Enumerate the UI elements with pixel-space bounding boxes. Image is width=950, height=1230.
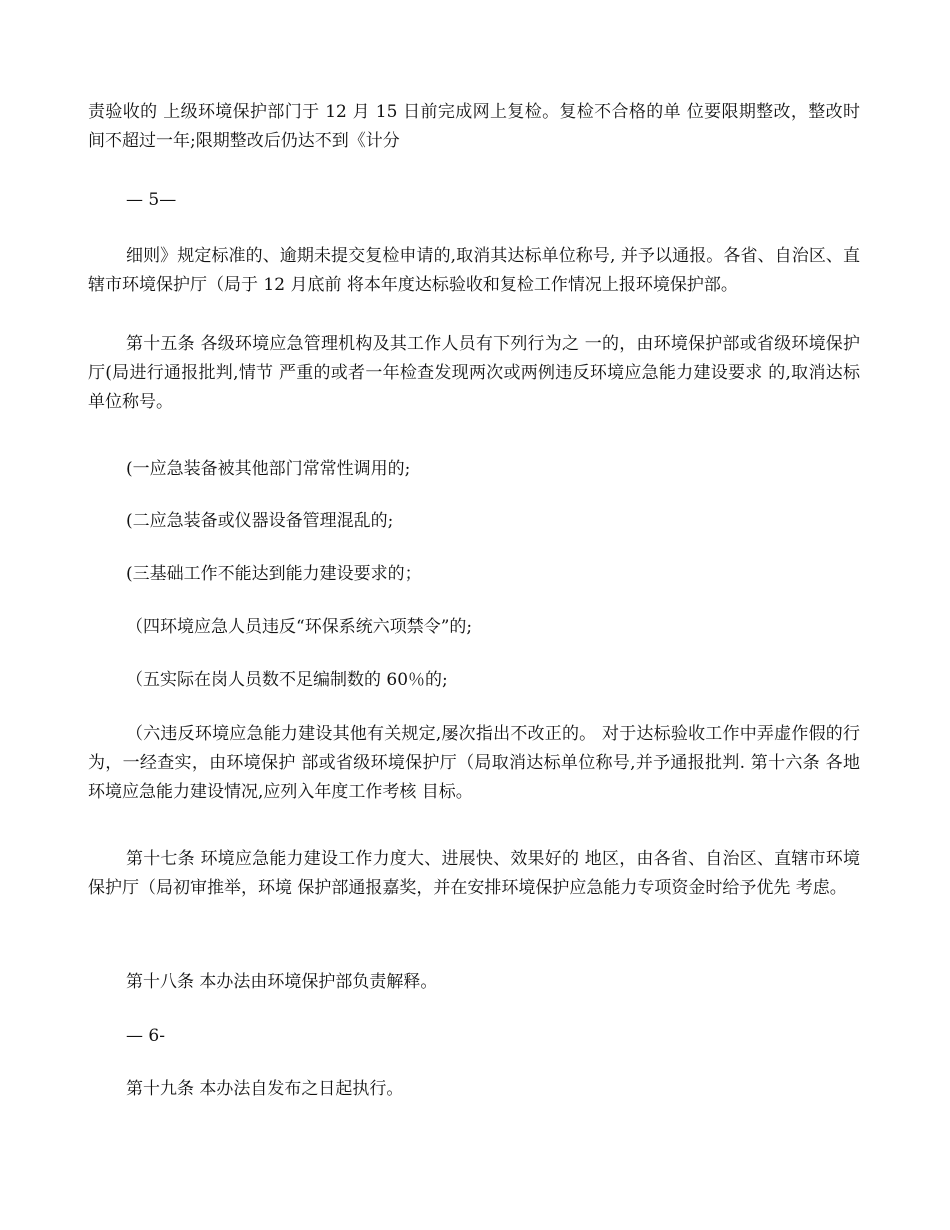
paragraph-continuation: 责验收的 上级环境保护部门于 12 月 15 日前完成网上复检。复检不合格的单 位要限期整改，整改时间不超过一年;限期整改后仍达不到《计分 [88, 102, 860, 151]
page-number-5: — 5— [126, 190, 177, 210]
page-number-6: — 6- [126, 1026, 165, 1046]
list-item-3: (三基础工作不能达到能力建设要求的； [126, 564, 422, 584]
paragraph-article-17: 第十七条 环境应急能力建设工作力度大、进展快、效果好的 地区，由各省、自治区、直辖市环境保护厅（局初审推举，环境 保护部通报嘉奖，并在安排环境保护应急能力专项资金时给予优先 考虑。 [88, 849, 860, 898]
paragraph-details: 细则》规定标准的、逾期未提交复检申请的,取消其达标单位称号, 并予以通报。各省、自治区、直辖市环境保护厅（局于 12 月底前 将本年度达标验收和复检工作情况上报环境保护部。 [88, 246, 860, 295]
paragraph-article-15: 第十五条 各级环境应急管理机构及其工作人员有下列行为之 一的，由环境保护部或省级环境保护厅(局进行通报批判,情节 严重的或者一年检查发现两次或两例违反环境应急能力建设要求 的,取消达标单位称号。 [88, 334, 860, 412]
list-item-2: (二应急装备或仪器设备管理混乱的; [126, 511, 394, 531]
list-item-6-and-article-16: （六违反环境应急能力建设其他有关规定,屡次指出不改正的。 对于达标验收工作中弄虚作假的行为，一经查实，由环境保护 部或省级环境保护厅（局取消达标单位称号,并予通报批判. 第十六条 各地环境应急能力建设情况,应列入年度工作考核 目标。 [88, 724, 860, 802]
list-item-1: (一应急装备被其他部门常常性调用的; [126, 459, 411, 479]
paragraph-article-19: 第十九条 本办法自发布之日起执行。 [126, 1079, 404, 1099]
paragraph-article-18: 第十八条 本办法由环境保护部负责解释。 [126, 972, 438, 992]
list-item-4: （四环境应急人员违反“环保系统六项禁令”的; [126, 617, 473, 637]
list-item-5: （五实际在岗人员数不足编制数的 60％的; [126, 670, 448, 690]
